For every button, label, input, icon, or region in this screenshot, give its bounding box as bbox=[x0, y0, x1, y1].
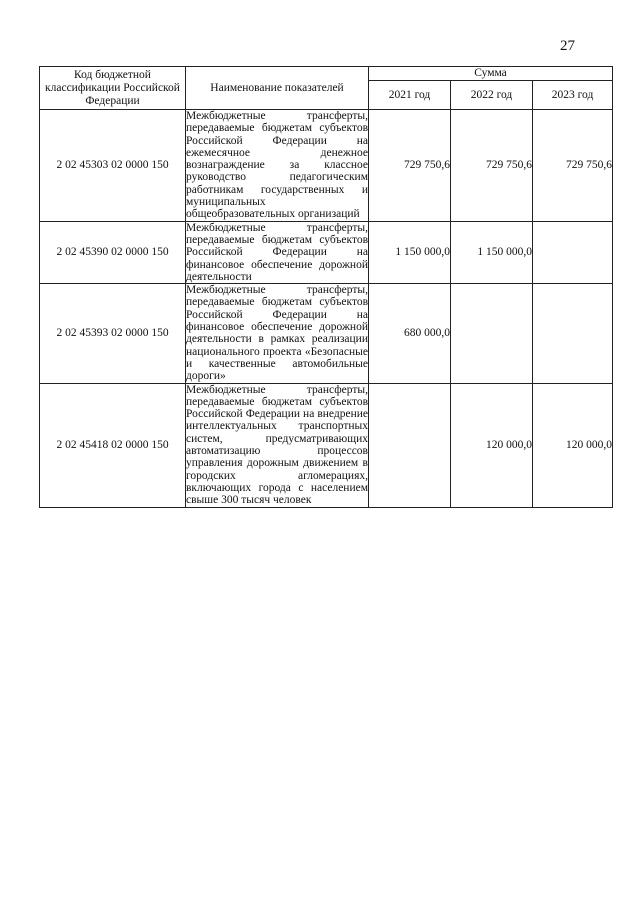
amount-2023: 120 000,0 bbox=[533, 383, 613, 507]
amount-2022: 120 000,0 bbox=[451, 383, 533, 507]
amount-2023 bbox=[533, 221, 613, 283]
budget-code: 2 02 45393 02 0000 150 bbox=[40, 284, 186, 383]
indicator-name: Межбюджетные трансферты, передаваемые бюджетам субъектов Российской Федерации на ежемесячное денежное вознаграждение за классное руководство педагогическим работникам государственных и муниципальных общеобразовательных организаций bbox=[186, 110, 368, 221]
table-row bbox=[40, 110, 613, 222]
header-name: Наименование показателей bbox=[186, 67, 369, 110]
budget-code: 2 02 45390 02 0000 150 bbox=[40, 221, 186, 283]
amount-2023 bbox=[533, 284, 613, 383]
amount-2022: 1 150 000,0 bbox=[451, 221, 533, 283]
amount-2022: 729 750,6 bbox=[451, 110, 533, 222]
amount-2023: 729 750,6 bbox=[533, 110, 613, 222]
amount-2021: 729 750,6 bbox=[369, 110, 451, 222]
amount-2021: 1 150 000,0 bbox=[369, 221, 451, 283]
indicator-name: Межбюджетные трансферты, передаваемые бюджетам субъектов Российской Федерации на финансовое обеспечение дорожной деятельности в рамках реализации национального проекта «Безопасные и качественные автомобильные дороги» bbox=[186, 284, 368, 383]
table-row bbox=[40, 284, 613, 383]
budget-table bbox=[39, 66, 613, 508]
table-row bbox=[40, 383, 613, 507]
page-number: 27 bbox=[560, 38, 575, 54]
table-row bbox=[40, 221, 613, 283]
budget-code: 2 02 45418 02 0000 150 bbox=[40, 383, 186, 507]
budget-code: 2 02 45303 02 0000 150 bbox=[40, 110, 186, 222]
indicator-name: Межбюджетные трансферты, передаваемые бюджетам субъектов Российской Федерации на финансовое обеспечение дорожной деятельности bbox=[186, 221, 368, 283]
amount-2021 bbox=[369, 383, 451, 507]
amount-2022 bbox=[451, 284, 533, 383]
amount-2021: 680 000,0 bbox=[369, 284, 451, 383]
header-year-2023: 2023 год bbox=[533, 81, 613, 110]
header-year-2021: 2021 год bbox=[369, 81, 451, 110]
header-year-2022: 2022 год bbox=[451, 81, 533, 110]
header-code: Код бюджетной классификации Российской Федерации bbox=[40, 67, 186, 110]
indicator-name: Межбюджетные трансферты, передаваемые бюджетам субъектов Российской Федерации на внедрение интеллектуальных транспортных систем, предусматривающих автоматизацию процессов управления дорожным движением в городских агломерациях, включающих города с населением свыше 300 тысяч человек bbox=[186, 383, 368, 507]
header-sum: Сумма bbox=[369, 67, 613, 81]
